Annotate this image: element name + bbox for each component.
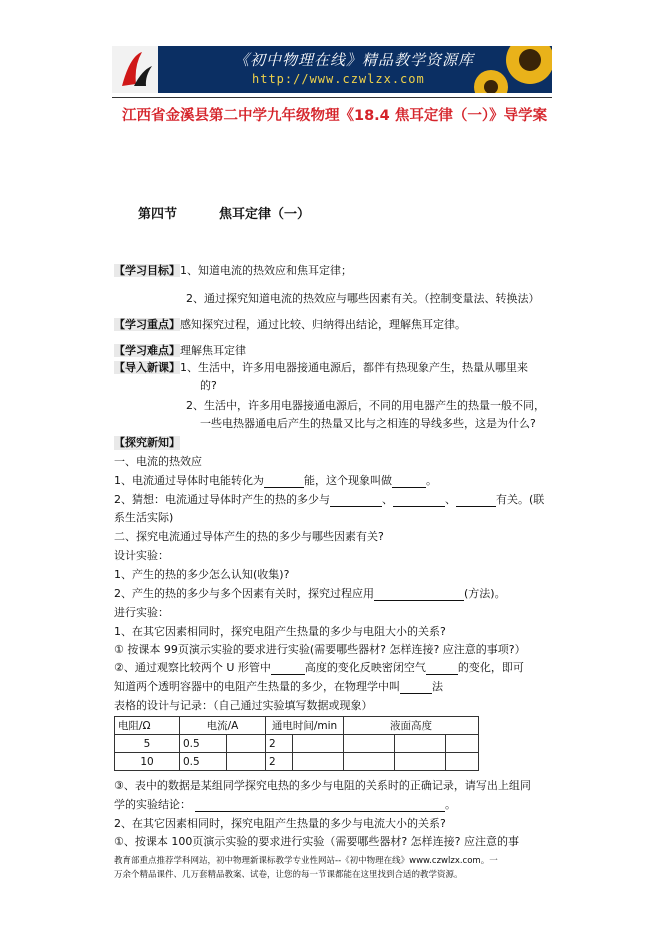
key-points-text: 感知探究过程，通过比较、归纳得出结论，理解焦耳定律。 (180, 318, 466, 331)
section-name: 焦耳定律（一） (219, 207, 311, 222)
table-cell[interactable] (344, 753, 395, 771)
table-cell[interactable] (446, 753, 479, 771)
answer-blank[interactable] (271, 663, 305, 675)
difficulty-label: 【学习难点】 (114, 344, 180, 357)
part2-heading: 二、探究电流通过导体产生的热的多少与哪些因素有关? (114, 530, 384, 543)
step2-a: ②、通过观察比较两个 U 形管中 (114, 661, 271, 674)
intro-q2-cont: 一些电热器通电后产生的热量又比与之相连的导线多些，这是为什么? (200, 417, 536, 430)
key-points-label: 【学习重点】 (114, 318, 180, 331)
table-cell[interactable] (344, 735, 395, 753)
step2-line2-b: 法 (432, 680, 443, 693)
conduct-q1-step3: ③、表中的数据是某组同学探究电热的多少与电阻的关系时的正确记录，请写出上组同 (114, 779, 531, 792)
table-row (115, 753, 479, 771)
conduct-q1: 1、在其它因素相同时，探究电阻产生热量的多少与电阻大小的关系? (114, 625, 446, 638)
conduct-heading: 进行实验： (114, 606, 169, 619)
part1-q2-b: 有关。(联 (496, 493, 545, 506)
answer-blank[interactable] (392, 476, 426, 488)
answer-blank[interactable] (374, 589, 464, 601)
part1-q1-a: 1、电流通过导体时电能转化为 (114, 474, 264, 487)
header-rule (112, 97, 552, 98)
table-header: 液面高度 (344, 717, 479, 735)
conduct-q1-step1: ① 按课本 99页演示实验的要求进行实验(需要哪些器材? 怎样连接? 应注意的事项?） (114, 643, 526, 656)
conduct-q1-step3-cont (114, 798, 456, 812)
part1-q1-c: 。 (426, 474, 437, 487)
objectives-line-1 (114, 264, 352, 278)
banner-title: 《初中物理在线》精品教学资源库 (234, 51, 475, 69)
table-cell: 2 (266, 735, 293, 753)
step2-b: 高度的变化反映密闭空气 (304, 661, 426, 674)
answer-blank[interactable] (400, 682, 432, 694)
document-title: 江西省金溪县第二中学九年级物理《18.4 焦耳定律（一）》导学案 (122, 108, 548, 124)
difficulty (114, 344, 246, 358)
conduct-q1-step2-cont (114, 680, 443, 694)
objective-item: 1、知道电流的热效应和焦耳定律； (180, 264, 352, 277)
part1-q2-cont: 系生活实际) (114, 511, 174, 524)
table-cell[interactable] (293, 753, 344, 771)
part1-heading: 一、电流的热效应 (114, 455, 202, 468)
table-header: 电阻/Ω (115, 717, 180, 735)
header-banner (112, 46, 552, 93)
table-cell: 0.5 (180, 753, 227, 771)
answer-blank[interactable] (393, 495, 445, 507)
answer-blank[interactable] (426, 663, 458, 675)
step3-line2-b: 。 (445, 798, 456, 811)
difficulty-text: 理解焦耳定律 (180, 344, 246, 357)
explore-label: 【探究新知】 (114, 436, 180, 449)
banner-url: http://www.czwlzx.com (252, 72, 425, 86)
step3-line2-a: 学的实验结论： (114, 798, 191, 811)
section-number: 第四节 (138, 207, 178, 222)
design-heading: 设计实验： (114, 549, 169, 562)
site-logo (112, 46, 158, 93)
table-header-row (115, 717, 479, 735)
key-points (114, 318, 466, 332)
part1-q1 (114, 474, 437, 488)
logo-swoosh-icon (112, 46, 158, 93)
answer-blank[interactable] (456, 495, 496, 507)
part1-q2-a: 2、猜想：电流通过导体时产生的热的多少与 (114, 493, 330, 506)
answer-blank[interactable] (330, 495, 382, 507)
table-cell[interactable] (227, 735, 266, 753)
record-table (114, 716, 479, 771)
table-cell: 10 (115, 753, 180, 771)
page-footer (114, 854, 498, 882)
answer-blank[interactable] (264, 476, 304, 488)
table-cell[interactable] (293, 735, 344, 753)
table-row (115, 735, 479, 753)
separator: 、 (382, 493, 393, 506)
part1-q1-b: 能，这个现象叫做 (304, 474, 392, 487)
table-cell: 5 (115, 735, 180, 753)
table-cell[interactable] (446, 735, 479, 753)
intro-q1-text: 1、生活中，许多用电器接通电源后，都伴有热现象产生，热量从哪里来 (180, 361, 528, 374)
table-cell[interactable] (395, 735, 446, 753)
table-header: 电流/A (180, 717, 266, 735)
objective-item: 2、通过探究知道电流的热效应与哪些因素有关。（控制变量法、转换法） (186, 292, 540, 305)
answer-blank[interactable] (195, 800, 445, 812)
intro-q2: 2、生活中，许多用电器接通电源后，不同的用电器产生的热量一般不同， (186, 399, 545, 412)
conduct-q2-step1: ①、按课本 100页演示实验的要求进行实验（需要哪些器材? 怎样连接? 应注意的事 (114, 835, 520, 848)
separator: 、 (445, 493, 456, 506)
footer-line-2: 万余个精品课件、几万套精品教案、试卷，让您的每一节课都能在这里找到合适的教学资源。 (114, 870, 463, 880)
design-q2-a: 2、产生的热的多少与多个因素有关时，探究过程应用 (114, 587, 374, 600)
intro-q1 (114, 361, 528, 375)
intro-q1-cont: 的? (200, 379, 217, 392)
design-q2-b: (方法)。 (464, 587, 506, 600)
conduct-q2: 2、在其它因素相同时，探究电阻产生热量的多少与电流大小的关系? (114, 817, 446, 830)
table-cell: 2 (266, 753, 293, 771)
step2-line2-a: 知道两个透明容器中的电阻产生热量的多少，在物理学中叫 (114, 680, 400, 693)
design-q1: 1、产生的热的多少怎么认知(收集)? (114, 568, 290, 581)
table-caption: 表格的设计与记录：（自己通过实验填写数据或现象） (114, 699, 373, 712)
step2-c: 的变化，即可 (457, 661, 524, 674)
design-q2 (114, 587, 506, 601)
conduct-q1-step2 (114, 661, 524, 675)
part1-q2 (114, 493, 544, 507)
objectives-label: 【学习目标】 (114, 264, 180, 277)
intro-label: 【导入新课】 (114, 361, 180, 374)
table-cell: 0.5 (180, 735, 227, 753)
table-header: 通电时间/min (266, 717, 344, 735)
table-cell[interactable] (395, 753, 446, 771)
table-cell[interactable] (227, 753, 266, 771)
footer-line-1: 教育部重点推荐学科网站，初中物理新课标教学专业性网站--《初中物理在线》www.czwlzx.com。一 (114, 856, 498, 866)
section-heading (138, 203, 310, 222)
